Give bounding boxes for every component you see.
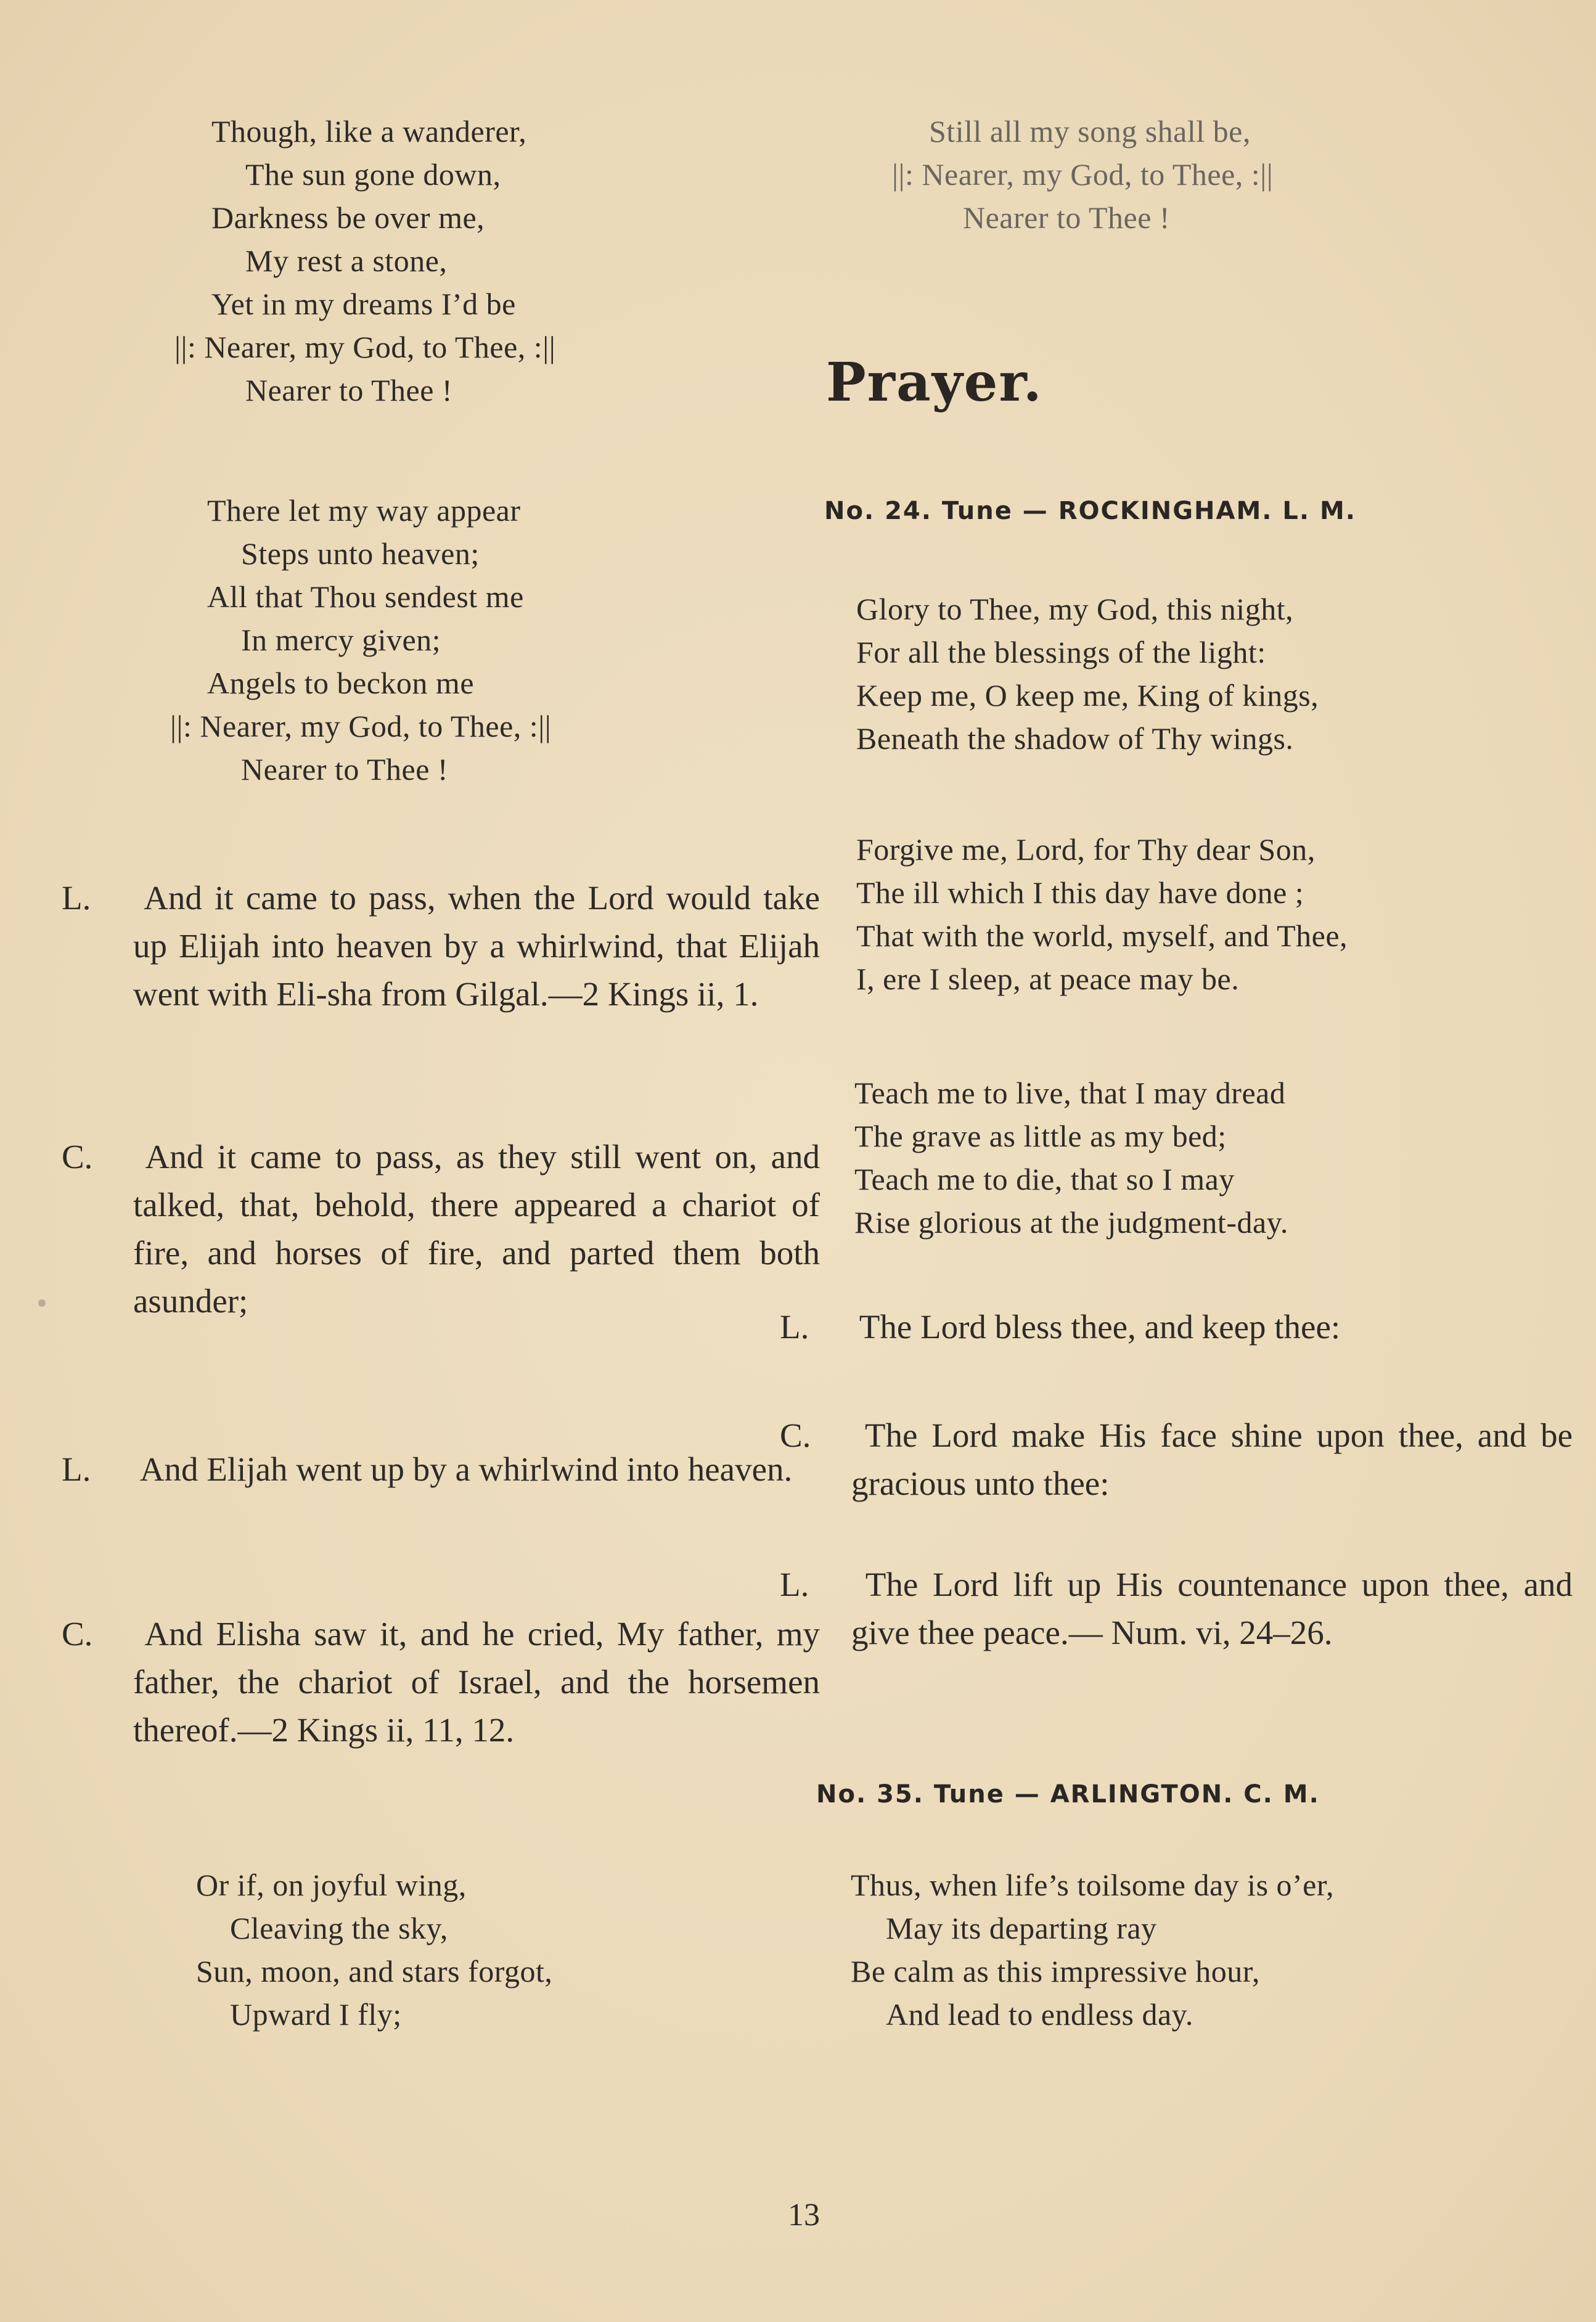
response-leader-4 [780,1561,1573,1657]
response-leader-3 [780,1303,1573,1351]
response-congregation-2 [62,1610,821,1754]
verse-line: Upward I fly; [230,1997,402,2032]
verse-line: ||: Nearer, my God, to Thee, :|| [170,709,552,743]
verse-line: Nearer to Thee ! [963,200,1171,235]
verse-line: That with the world, myself, and Thee, [856,918,1348,953]
verse-line: Yet in my dreams I’d be [211,287,516,321]
verse-line: The ill which I this day have done ; [856,875,1304,910]
verse-line: The grave as little as my bed; [854,1119,1227,1153]
response-leader-1 [62,874,820,1018]
verse-line: Nearer to Thee ! [241,752,449,787]
verse-line: Thus, when life’s toilsome day is o’er, [851,1868,1335,1902]
verse-line: Angels to beckon me [207,666,475,700]
verse-line: Though, like a wanderer, [211,114,527,149]
response-marker: L. [780,1308,809,1346]
verse-line: Rise glorious at the judgment-day. [854,1205,1288,1240]
response-congregation-3 [780,1412,1573,1508]
response-leader-2 [62,1445,820,1494]
response-text: The Lord make His face shine upon thee, and be gracious unto thee: [851,1417,1573,1502]
verse-line: Nearer to Thee ! [245,373,453,407]
verse-line: Beneath the shadow of Thy wings. [856,721,1294,756]
verse-line: Glory to Thee, my God, this night, [856,592,1294,626]
verse-line: Teach me to die, that so I may [854,1162,1235,1196]
response-marker: C. [62,1615,93,1653]
verse-line: There let my way appear [207,493,521,528]
verse-line: All that Thou sendest me [207,579,524,614]
verse-line: Cleaving the sky, [230,1911,448,1945]
tune-heading: No. 24. Tune — ROCKINGHAM. L. M. [824,497,1357,525]
response-marker: L. [62,879,91,917]
response-marker: C. [780,1417,811,1454]
verse-line: I, ere I sleep, at peace may be. [856,962,1240,996]
page-number: 13 [788,2197,820,2233]
tune-heading: No. 35. Tune — ARLINGTON. C. M. [816,1780,1320,1809]
verse-line: In mercy given; [241,623,441,657]
verse-line: My rest a stone, [245,243,448,278]
verse-line: Still all my song shall be, [929,114,1251,149]
response-text: And it came to pass, when the Lord would take up Elijah into heaven by a whirlwind, that Elijah went with Eli-sha from Gilgal.—2 Kings ii, 1. [133,879,820,1013]
verse-line: Teach me to live, that I may dread [854,1076,1286,1110]
verse-line: Keep me, O keep me, King of kings, [856,678,1319,713]
response-text: The Lord bless thee, and keep thee: [859,1308,1341,1346]
verse-line: And lead to endless day. [886,1997,1193,2032]
section-heading: Prayer. [826,351,1043,414]
response-text: And Elijah went up by a whirlwind into heaven. [139,1450,793,1488]
response-text: And it came to pass, as they still went on, and talked, that, behold, there appeared a chariot of fire, and horses of fire, and parted them both asunder; [133,1138,821,1320]
verse-line: Or if, on joyful wing, [196,1868,467,1902]
verse-line: ||: Nearer, my God, to Thee, :|| [174,330,556,364]
response-marker: L. [780,1566,809,1603]
response-congregation-1 [62,1133,821,1325]
verse-line: Be calm as this impressive hour, [851,1954,1260,1989]
verse-line: May its departing ray [886,1911,1157,1945]
verse-line: Steps unto heaven; [241,536,480,571]
response-marker: L. [62,1450,91,1488]
verse-line: Sun, moon, and stars forgot, [196,1954,553,1989]
right-column [780,0,1596,2322]
paper-speck [38,1299,46,1307]
verse-line: For all the blessings of the light: [856,635,1266,669]
verse-line: ||: Nearer, my God, to Thee, :|| [892,157,1274,192]
verse-line: Forgive me, Lord, for Thy dear Son, [856,832,1316,867]
response-text: And Elisha saw it, and he cried, My father, my father, the chariot of Israel, and the horsemen thereof.—2 Kings ii, 11, 12. [133,1615,821,1749]
verse-line: The sun gone down, [245,157,501,192]
response-text: The Lord lift up His countenance upon thee, and give thee peace.— Num. vi, 24–26. [851,1566,1573,1651]
verse-line: Darkness be over me, [211,200,485,235]
response-marker: C. [62,1138,93,1175]
